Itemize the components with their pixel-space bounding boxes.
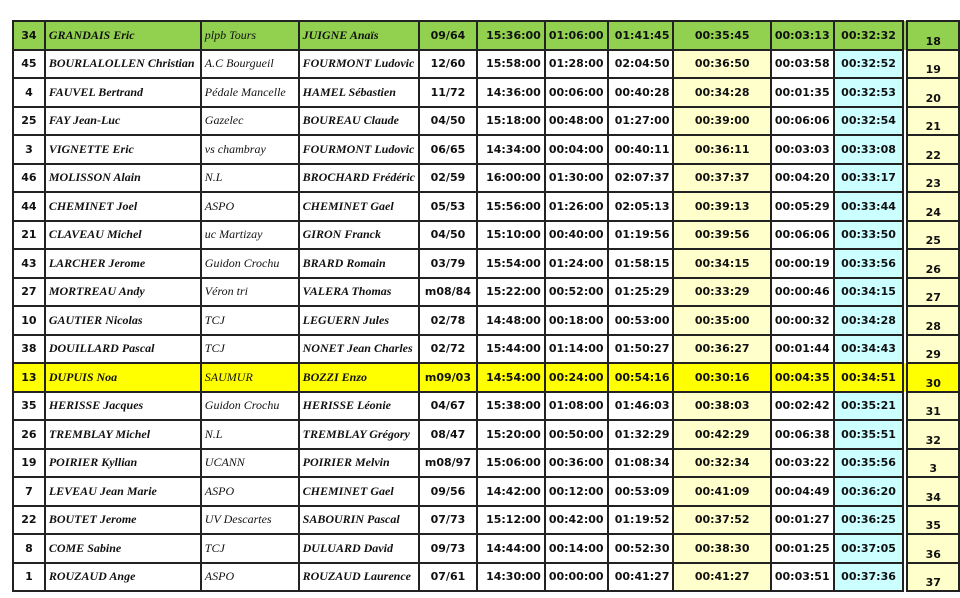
bonus-time-cell: 00:01:25 (771, 534, 834, 563)
club-name-cell: TCJ (201, 335, 299, 364)
club-name-cell: SAUMUR (201, 363, 299, 392)
start-time-cell: 14:54:00 (477, 363, 545, 392)
final-time-cell: 00:37:05 (834, 534, 904, 563)
category-cell: 04/50 (419, 221, 477, 250)
handicap-time-cell: 00:04:00 (545, 135, 608, 164)
partner-name-cell: LEGUERN Jules (299, 306, 419, 335)
rider-name-cell: TREMBLAY Michel (45, 420, 201, 449)
race-time-cell: 00:34:28 (673, 78, 770, 107)
handicap-time-cell: 01:28:00 (545, 50, 608, 79)
start-time-cell: 15:06:00 (477, 449, 545, 478)
category-cell: 09/73 (419, 534, 477, 563)
bib-number-cell: 8 (13, 534, 45, 563)
club-name-cell: TCJ (201, 534, 299, 563)
handicap-time-cell: 00:18:00 (545, 306, 608, 335)
elapsed-time-cell: 00:40:28 (608, 78, 674, 107)
start-time-cell: 15:38:00 (477, 392, 545, 421)
race-time-cell: 00:30:16 (673, 363, 770, 392)
elapsed-time-cell: 00:53:09 (608, 477, 674, 506)
bib-number-cell: 13 (13, 363, 45, 392)
bib-number-cell: 44 (13, 192, 45, 221)
final-time-cell: 00:35:56 (834, 449, 904, 478)
rank-cell: 32 (907, 420, 959, 449)
handicap-time-cell: 00:24:00 (545, 363, 608, 392)
elapsed-time-cell: 01:19:56 (608, 221, 674, 250)
rank-cell: 35 (907, 506, 959, 535)
start-time-cell: 14:34:00 (477, 135, 545, 164)
final-time-cell: 00:32:54 (834, 107, 904, 136)
partner-name-cell: POIRIER Melvin (299, 449, 419, 478)
table-row (13, 221, 959, 250)
final-time-cell: 00:36:20 (834, 477, 904, 506)
handicap-time-cell: 00:00:00 (545, 563, 608, 592)
elapsed-time-cell: 00:52:30 (608, 534, 674, 563)
start-time-cell: 15:56:00 (477, 192, 545, 221)
bib-number-cell: 3 (13, 135, 45, 164)
bonus-time-cell: 00:01:35 (771, 78, 834, 107)
partner-name-cell: ROUZAUD Laurence (299, 563, 419, 592)
start-time-cell: 14:44:00 (477, 534, 545, 563)
start-time-cell: 16:00:00 (477, 164, 545, 193)
club-name-cell: Pédale Mancelle (201, 78, 299, 107)
table-row (13, 420, 959, 449)
bonus-time-cell: 00:05:29 (771, 192, 834, 221)
race-time-cell: 00:38:30 (673, 534, 770, 563)
rank-cell: 18 (907, 21, 959, 50)
rank-cell: 25 (907, 221, 959, 250)
bonus-time-cell: 00:06:06 (771, 221, 834, 250)
race-time-cell: 00:36:50 (673, 50, 770, 79)
rank-cell: 37 (907, 563, 959, 592)
start-time-cell: 14:36:00 (477, 78, 545, 107)
table-row (13, 335, 959, 364)
final-time-cell: 00:32:52 (834, 50, 904, 79)
start-time-cell: 15:22:00 (477, 278, 545, 307)
bonus-time-cell: 00:03:22 (771, 449, 834, 478)
elapsed-time-cell: 01:19:52 (608, 506, 674, 535)
start-time-cell: 14:30:00 (477, 563, 545, 592)
handicap-time-cell: 01:06:00 (545, 21, 608, 50)
category-cell: 12/60 (419, 50, 477, 79)
partner-name-cell: DULUARD David (299, 534, 419, 563)
partner-name-cell: NONET Jean Charles (299, 335, 419, 364)
table-row (13, 306, 959, 335)
bib-number-cell: 46 (13, 164, 45, 193)
elapsed-time-cell: 01:25:29 (608, 278, 674, 307)
partner-name-cell: VALERA Thomas (299, 278, 419, 307)
handicap-time-cell: 00:36:00 (545, 449, 608, 478)
rider-name-cell: CLAVEAU Michel (45, 221, 201, 250)
category-cell: 04/50 (419, 107, 477, 136)
partner-name-cell: CHEMINET Gael (299, 192, 419, 221)
club-name-cell: N.L (201, 164, 299, 193)
category-cell: m08/84 (419, 278, 477, 307)
race-time-cell: 00:32:34 (673, 449, 770, 478)
table-row (13, 477, 959, 506)
rank-cell: 30 (907, 363, 959, 392)
bonus-time-cell: 00:00:32 (771, 306, 834, 335)
category-cell: 04/67 (419, 392, 477, 421)
table-row (13, 449, 959, 478)
table-row (13, 363, 959, 392)
bonus-time-cell: 00:03:13 (771, 21, 834, 50)
bonus-time-cell: 00:04:49 (771, 477, 834, 506)
rider-name-cell: COME Sabine (45, 534, 201, 563)
bib-number-cell: 4 (13, 78, 45, 107)
bonus-time-cell: 00:00:46 (771, 278, 834, 307)
final-time-cell: 00:32:32 (834, 21, 904, 50)
race-time-cell: 00:36:11 (673, 135, 770, 164)
final-time-cell: 00:33:50 (834, 221, 904, 250)
elapsed-time-cell: 01:08:34 (608, 449, 674, 478)
handicap-time-cell: 00:06:00 (545, 78, 608, 107)
bonus-time-cell: 00:00:19 (771, 249, 834, 278)
category-cell: 09/64 (419, 21, 477, 50)
partner-name-cell: JUIGNE Anaïs (299, 21, 419, 50)
rider-name-cell: MOLISSON Alain (45, 164, 201, 193)
handicap-time-cell: 01:08:00 (545, 392, 608, 421)
start-time-cell: 15:10:00 (477, 221, 545, 250)
category-cell: 03/79 (419, 249, 477, 278)
partner-name-cell: FOURMONT Ludovic (299, 50, 419, 79)
bib-number-cell: 35 (13, 392, 45, 421)
bonus-time-cell: 00:03:51 (771, 563, 834, 592)
rider-name-cell: MORTREAU Andy (45, 278, 201, 307)
final-time-cell: 00:34:51 (834, 363, 904, 392)
partner-name-cell: FOURMONT Ludovic (299, 135, 419, 164)
bonus-time-cell: 00:03:58 (771, 50, 834, 79)
rank-cell: 34 (907, 477, 959, 506)
race-time-cell: 00:42:29 (673, 420, 770, 449)
final-time-cell: 00:32:53 (834, 78, 904, 107)
rider-name-cell: DUPUIS Noa (45, 363, 201, 392)
bib-number-cell: 45 (13, 50, 45, 79)
rank-cell: 31 (907, 392, 959, 421)
category-cell: 08/47 (419, 420, 477, 449)
category-cell: 11/72 (419, 78, 477, 107)
table-row (13, 534, 959, 563)
rider-name-cell: FAUVEL Bertrand (45, 78, 201, 107)
handicap-time-cell: 01:30:00 (545, 164, 608, 193)
rider-name-cell: HERISSE Jacques (45, 392, 201, 421)
partner-name-cell: BROCHARD Frédéric (299, 164, 419, 193)
category-cell: 02/78 (419, 306, 477, 335)
final-time-cell: 00:36:25 (834, 506, 904, 535)
final-time-cell: 00:33:17 (834, 164, 904, 193)
bib-number-cell: 1 (13, 563, 45, 592)
table-row (13, 278, 959, 307)
rider-name-cell: CHEMINET Joel (45, 192, 201, 221)
handicap-time-cell: 00:12:00 (545, 477, 608, 506)
race-time-cell: 00:35:45 (673, 21, 770, 50)
race-time-cell: 00:37:52 (673, 506, 770, 535)
club-name-cell: A.C Bourgueil (201, 50, 299, 79)
club-name-cell: vs chambray (201, 135, 299, 164)
start-time-cell: 15:12:00 (477, 506, 545, 535)
results-sheet (12, 20, 960, 592)
start-time-cell: 14:42:00 (477, 477, 545, 506)
bonus-time-cell: 00:01:27 (771, 506, 834, 535)
handicap-time-cell: 00:48:00 (545, 107, 608, 136)
race-time-cell: 00:35:00 (673, 306, 770, 335)
rider-name-cell: BOURLALOLLEN Christian (45, 50, 201, 79)
club-name-cell: plpb Tours (201, 21, 299, 50)
club-name-cell: Véron tri (201, 278, 299, 307)
final-time-cell: 00:33:44 (834, 192, 904, 221)
club-name-cell: ASPO (201, 192, 299, 221)
rank-cell: 21 (907, 107, 959, 136)
elapsed-time-cell: 01:32:29 (608, 420, 674, 449)
rider-name-cell: GRANDAIS Eric (45, 21, 201, 50)
table-row (13, 107, 959, 136)
table-row (13, 249, 959, 278)
elapsed-time-cell: 01:46:03 (608, 392, 674, 421)
rider-name-cell: LARCHER Jerome (45, 249, 201, 278)
start-time-cell: 15:54:00 (477, 249, 545, 278)
results-table (12, 20, 960, 592)
category-cell: 02/72 (419, 335, 477, 364)
start-time-cell: 15:36:00 (477, 21, 545, 50)
start-time-cell: 15:58:00 (477, 50, 545, 79)
handicap-time-cell: 01:26:00 (545, 192, 608, 221)
race-time-cell: 00:38:03 (673, 392, 770, 421)
elapsed-time-cell: 01:27:00 (608, 107, 674, 136)
rank-cell: 19 (907, 50, 959, 79)
elapsed-time-cell: 00:54:16 (608, 363, 674, 392)
bib-number-cell: 27 (13, 278, 45, 307)
rider-name-cell: VIGNETTE Eric (45, 135, 201, 164)
elapsed-time-cell: 00:40:11 (608, 135, 674, 164)
bib-number-cell: 7 (13, 477, 45, 506)
bib-number-cell: 34 (13, 21, 45, 50)
bib-number-cell: 22 (13, 506, 45, 535)
table-row (13, 164, 959, 193)
start-time-cell: 15:20:00 (477, 420, 545, 449)
race-time-cell: 00:37:37 (673, 164, 770, 193)
club-name-cell: UV Descartes (201, 506, 299, 535)
results-table-body (13, 21, 959, 591)
race-time-cell: 00:39:13 (673, 192, 770, 221)
bib-number-cell: 38 (13, 335, 45, 364)
bonus-time-cell: 00:04:20 (771, 164, 834, 193)
elapsed-time-cell: 00:41:27 (608, 563, 674, 592)
start-time-cell: 14:48:00 (477, 306, 545, 335)
table-row (13, 135, 959, 164)
final-time-cell: 00:33:08 (834, 135, 904, 164)
final-time-cell: 00:34:28 (834, 306, 904, 335)
handicap-time-cell: 01:14:00 (545, 335, 608, 364)
race-time-cell: 00:33:29 (673, 278, 770, 307)
rank-cell: 3 (907, 449, 959, 478)
bonus-time-cell: 00:06:38 (771, 420, 834, 449)
bonus-time-cell: 00:01:44 (771, 335, 834, 364)
club-name-cell: TCJ (201, 306, 299, 335)
rider-name-cell: BOUTET Jerome (45, 506, 201, 535)
rank-cell: 27 (907, 278, 959, 307)
partner-name-cell: CHEMINET Gael (299, 477, 419, 506)
elapsed-time-cell: 01:50:27 (608, 335, 674, 364)
rider-name-cell: FAY Jean-Luc (45, 107, 201, 136)
race-time-cell: 00:41:09 (673, 477, 770, 506)
handicap-time-cell: 00:50:00 (545, 420, 608, 449)
category-cell: 09/56 (419, 477, 477, 506)
rank-cell: 26 (907, 249, 959, 278)
elapsed-time-cell: 02:04:50 (608, 50, 674, 79)
table-row (13, 506, 959, 535)
category-cell: 02/59 (419, 164, 477, 193)
club-name-cell: UCANN (201, 449, 299, 478)
category-cell: m08/97 (419, 449, 477, 478)
elapsed-time-cell: 00:53:00 (608, 306, 674, 335)
partner-name-cell: SABOURIN Pascal (299, 506, 419, 535)
partner-name-cell: BOZZI Enzo (299, 363, 419, 392)
bib-number-cell: 21 (13, 221, 45, 250)
handicap-time-cell: 00:40:00 (545, 221, 608, 250)
bonus-time-cell: 00:04:35 (771, 363, 834, 392)
club-name-cell: ASPO (201, 477, 299, 506)
club-name-cell: Guidon Crochu (201, 392, 299, 421)
rank-cell: 28 (907, 306, 959, 335)
category-cell: 06/65 (419, 135, 477, 164)
category-cell: 07/73 (419, 506, 477, 535)
rank-cell: 29 (907, 335, 959, 364)
partner-name-cell: BOUREAU Claude (299, 107, 419, 136)
race-time-cell: 00:34:15 (673, 249, 770, 278)
rank-cell: 36 (907, 534, 959, 563)
partner-name-cell: HAMEL Sébastien (299, 78, 419, 107)
elapsed-time-cell: 01:41:45 (608, 21, 674, 50)
club-name-cell: uc Martizay (201, 221, 299, 250)
race-time-cell: 00:41:27 (673, 563, 770, 592)
table-row (13, 21, 959, 50)
bonus-time-cell: 00:02:42 (771, 392, 834, 421)
handicap-time-cell: 00:42:00 (545, 506, 608, 535)
partner-name-cell: HERISSE Léonie (299, 392, 419, 421)
race-time-cell: 00:39:00 (673, 107, 770, 136)
start-time-cell: 15:44:00 (477, 335, 545, 364)
elapsed-time-cell: 01:58:15 (608, 249, 674, 278)
final-time-cell: 00:37:36 (834, 563, 904, 592)
bib-number-cell: 43 (13, 249, 45, 278)
rider-name-cell: GAUTIER Nicolas (45, 306, 201, 335)
club-name-cell: Gazelec (201, 107, 299, 136)
table-row (13, 78, 959, 107)
rank-cell: 24 (907, 192, 959, 221)
category-cell: m09/03 (419, 363, 477, 392)
rank-cell: 20 (907, 78, 959, 107)
handicap-time-cell: 00:52:00 (545, 278, 608, 307)
category-cell: 05/53 (419, 192, 477, 221)
rider-name-cell: ROUZAUD Ange (45, 563, 201, 592)
race-time-cell: 00:36:27 (673, 335, 770, 364)
club-name-cell: ASPO (201, 563, 299, 592)
rider-name-cell: POIRIER Kyllian (45, 449, 201, 478)
rider-name-cell: LEVEAU Jean Marie (45, 477, 201, 506)
table-row (13, 392, 959, 421)
final-time-cell: 00:35:21 (834, 392, 904, 421)
handicap-time-cell: 01:24:00 (545, 249, 608, 278)
club-name-cell: Guidon Crochu (201, 249, 299, 278)
final-time-cell: 00:35:51 (834, 420, 904, 449)
table-row (13, 50, 959, 79)
club-name-cell: N.L (201, 420, 299, 449)
start-time-cell: 15:18:00 (477, 107, 545, 136)
rank-cell: 22 (907, 135, 959, 164)
bib-number-cell: 25 (13, 107, 45, 136)
final-time-cell: 00:34:43 (834, 335, 904, 364)
bonus-time-cell: 00:06:06 (771, 107, 834, 136)
rider-name-cell: DOUILLARD Pascal (45, 335, 201, 364)
bib-number-cell: 10 (13, 306, 45, 335)
race-time-cell: 00:39:56 (673, 221, 770, 250)
rank-cell: 23 (907, 164, 959, 193)
bib-number-cell: 19 (13, 449, 45, 478)
table-row (13, 563, 959, 592)
handicap-time-cell: 00:14:00 (545, 534, 608, 563)
partner-name-cell: BRARD Romain (299, 249, 419, 278)
final-time-cell: 00:33:56 (834, 249, 904, 278)
elapsed-time-cell: 02:05:13 (608, 192, 674, 221)
category-cell: 07/61 (419, 563, 477, 592)
elapsed-time-cell: 02:07:37 (608, 164, 674, 193)
partner-name-cell: GIRON Franck (299, 221, 419, 250)
partner-name-cell: TREMBLAY Grégory (299, 420, 419, 449)
table-row (13, 192, 959, 221)
final-time-cell: 00:34:15 (834, 278, 904, 307)
bonus-time-cell: 00:03:03 (771, 135, 834, 164)
bib-number-cell: 26 (13, 420, 45, 449)
